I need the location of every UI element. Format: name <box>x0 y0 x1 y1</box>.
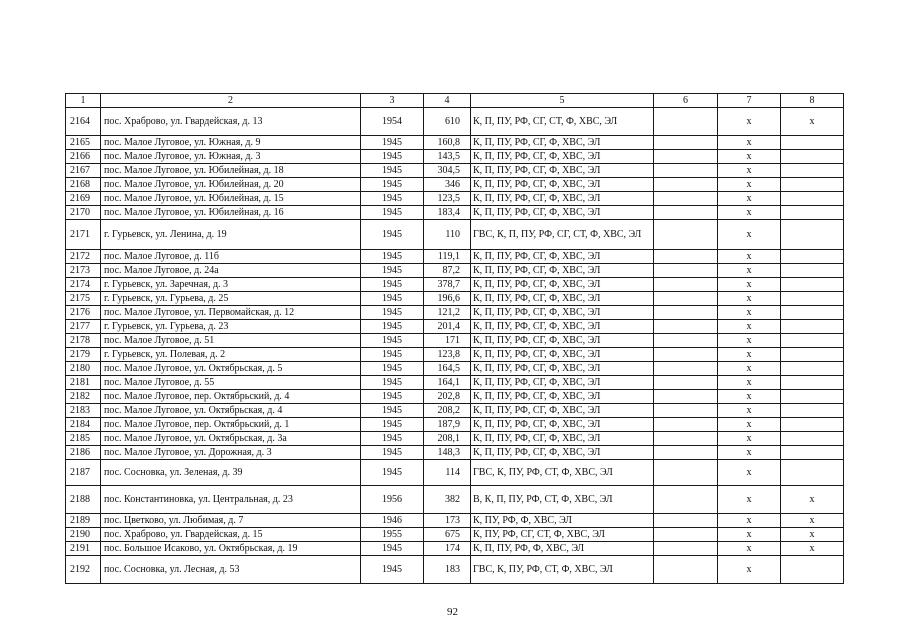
cell-year: 1945 <box>361 220 424 250</box>
cell-year: 1945 <box>361 264 424 278</box>
cell-year: 1945 <box>361 362 424 376</box>
cell-number: 2182 <box>66 390 101 404</box>
cell-col7: х <box>718 362 781 376</box>
cell-col6 <box>654 528 718 542</box>
cell-number: 2181 <box>66 376 101 390</box>
cell-col6 <box>654 390 718 404</box>
cell-area: 201,4 <box>424 320 471 334</box>
cell-col8: х <box>781 514 844 528</box>
cell-year: 1945 <box>361 178 424 192</box>
cell-address: пос. Малое Луговое, ул. Октябрьская, д. 3а <box>101 432 361 446</box>
cell-area: 208,2 <box>424 404 471 418</box>
cell-address: пос. Храброво, ул. Гвардейская, д. 13 <box>101 108 361 136</box>
cell-col8 <box>781 264 844 278</box>
cell-col7: х <box>718 432 781 446</box>
table-row <box>66 250 844 264</box>
cell-col8 <box>781 418 844 432</box>
cell-col6 <box>654 164 718 178</box>
cell-number: 2173 <box>66 264 101 278</box>
cell-number: 2188 <box>66 486 101 514</box>
cell-area: 675 <box>424 528 471 542</box>
table-row <box>66 362 844 376</box>
cell-col7: х <box>718 164 781 178</box>
cell-area: 123,5 <box>424 192 471 206</box>
cell-utilities: К, ПУ, РФ, СГ, СТ, Ф, ХВС, ЭЛ <box>471 528 654 542</box>
cell-col7: х <box>718 250 781 264</box>
cell-col8 <box>781 220 844 250</box>
cell-area: 114 <box>424 460 471 486</box>
cell-number: 2168 <box>66 178 101 192</box>
cell-year: 1945 <box>361 136 424 150</box>
cell-number: 2191 <box>66 542 101 556</box>
table-header <box>66 94 844 108</box>
cell-year: 1945 <box>361 446 424 460</box>
cell-number: 2179 <box>66 348 101 362</box>
cell-year: 1945 <box>361 404 424 418</box>
cell-number: 2185 <box>66 432 101 446</box>
cell-col8 <box>781 206 844 220</box>
cell-address: пос. Храброво, ул. Гвардейская, д. 15 <box>101 528 361 542</box>
cell-year: 1945 <box>361 206 424 220</box>
cell-col6 <box>654 136 718 150</box>
cell-address: пос. Сосновка, ул. Лесная, д. 53 <box>101 556 361 584</box>
cell-utilities: К, П, ПУ, РФ, Ф, ХВС, ЭЛ <box>471 542 654 556</box>
table-row <box>66 514 844 528</box>
cell-address: пос. Малое Луговое, ул. Юбилейная, д. 15 <box>101 192 361 206</box>
cell-col7: х <box>718 136 781 150</box>
cell-col8 <box>781 404 844 418</box>
cell-area: 202,8 <box>424 390 471 404</box>
cell-address: пос. Малое Луговое, ул. Юбилейная, д. 20 <box>101 178 361 192</box>
cell-utilities: К, П, ПУ, РФ, СГ, Ф, ХВС, ЭЛ <box>471 376 654 390</box>
cell-col7: х <box>718 390 781 404</box>
cell-utilities: К, П, ПУ, РФ, СГ, Ф, ХВС, ЭЛ <box>471 432 654 446</box>
cell-address: пос. Цветково, ул. Любимая, д. 7 <box>101 514 361 528</box>
cell-address: пос. Малое Луговое, ул. Юбилейная, д. 18 <box>101 164 361 178</box>
cell-area: 110 <box>424 220 471 250</box>
cell-address: пос. Малое Луговое, д. 24а <box>101 264 361 278</box>
cell-col6 <box>654 306 718 320</box>
table-row <box>66 460 844 486</box>
cell-number: 2186 <box>66 446 101 460</box>
header-cell-6: 6 <box>654 94 718 108</box>
cell-col8 <box>781 192 844 206</box>
cell-area: 346 <box>424 178 471 192</box>
cell-number: 2184 <box>66 418 101 432</box>
cell-col7: х <box>718 278 781 292</box>
table-row <box>66 150 844 164</box>
cell-col8 <box>781 460 844 486</box>
cell-col8 <box>781 320 844 334</box>
cell-area: 160,8 <box>424 136 471 150</box>
cell-utilities: К, П, ПУ, РФ, СГ, Ф, ХВС, ЭЛ <box>471 292 654 306</box>
cell-col6 <box>654 348 718 362</box>
cell-area: 87,2 <box>424 264 471 278</box>
header-cell-4: 4 <box>424 94 471 108</box>
cell-area: 183 <box>424 556 471 584</box>
cell-col8 <box>781 250 844 264</box>
cell-col8 <box>781 390 844 404</box>
table-body <box>66 108 844 584</box>
cell-area: 174 <box>424 542 471 556</box>
cell-number: 2166 <box>66 150 101 164</box>
cell-address: пос. Константиновка, ул. Центральная, д. 23 <box>101 486 361 514</box>
cell-col6 <box>654 220 718 250</box>
cell-utilities: В, К, П, ПУ, РФ, СТ, Ф, ХВС, ЭЛ <box>471 486 654 514</box>
cell-col7: х <box>718 418 781 432</box>
cell-area: 143,5 <box>424 150 471 164</box>
cell-address: пос. Сосновка, ул. Зеленая, д. 39 <box>101 460 361 486</box>
table-row <box>66 164 844 178</box>
cell-col8 <box>781 334 844 348</box>
cell-area: 196,6 <box>424 292 471 306</box>
cell-year: 1945 <box>361 292 424 306</box>
cell-area: 173 <box>424 514 471 528</box>
cell-address: пос. Малое Луговое, д. 11б <box>101 250 361 264</box>
cell-year: 1954 <box>361 108 424 136</box>
table-row <box>66 528 844 542</box>
cell-col8 <box>781 362 844 376</box>
cell-col8: х <box>781 108 844 136</box>
cell-address: г. Гурьевск, ул. Полевая, д. 2 <box>101 348 361 362</box>
cell-utilities: К, П, ПУ, РФ, СГ, Ф, ХВС, ЭЛ <box>471 320 654 334</box>
cell-year: 1946 <box>361 514 424 528</box>
header-cell-8: 8 <box>781 94 844 108</box>
cell-address: пос. Малое Луговое, д. 51 <box>101 334 361 348</box>
cell-address: пос. Малое Луговое, ул. Юбилейная, д. 16 <box>101 206 361 220</box>
table-row <box>66 192 844 206</box>
cell-utilities: К, П, ПУ, РФ, СГ, Ф, ХВС, ЭЛ <box>471 150 654 164</box>
cell-col7: х <box>718 460 781 486</box>
cell-year: 1945 <box>361 432 424 446</box>
cell-col7: х <box>718 528 781 542</box>
cell-area: 304,5 <box>424 164 471 178</box>
cell-year: 1945 <box>361 192 424 206</box>
cell-utilities: К, П, ПУ, РФ, СГ, Ф, ХВС, ЭЛ <box>471 418 654 432</box>
cell-col6 <box>654 556 718 584</box>
cell-col7: х <box>718 542 781 556</box>
cell-utilities: К, П, ПУ, РФ, СГ, Ф, ХВС, ЭЛ <box>471 206 654 220</box>
table-row <box>66 348 844 362</box>
cell-address: пос. Малое Луговое, ул. Октябрьская, д. 4 <box>101 404 361 418</box>
header-cell-1: 1 <box>66 94 101 108</box>
table-row <box>66 486 844 514</box>
cell-col6 <box>654 486 718 514</box>
header-cell-3: 3 <box>361 94 424 108</box>
cell-col7: х <box>718 486 781 514</box>
cell-area: 164,1 <box>424 376 471 390</box>
cell-utilities: К, П, ПУ, РФ, СГ, Ф, ХВС, ЭЛ <box>471 278 654 292</box>
cell-col6 <box>654 108 718 136</box>
cell-col7: х <box>718 292 781 306</box>
cell-col6 <box>654 278 718 292</box>
cell-address: пос. Большое Исаково, ул. Октябрьская, д. 19 <box>101 542 361 556</box>
cell-number: 2178 <box>66 334 101 348</box>
cell-col7: х <box>718 514 781 528</box>
cell-year: 1945 <box>361 278 424 292</box>
table-row <box>66 264 844 278</box>
cell-utilities: К, П, ПУ, РФ, СГ, Ф, ХВС, ЭЛ <box>471 264 654 278</box>
table-row <box>66 556 844 584</box>
cell-col6 <box>654 264 718 278</box>
table-row <box>66 432 844 446</box>
cell-number: 2192 <box>66 556 101 584</box>
cell-number: 2167 <box>66 164 101 178</box>
table-row <box>66 108 844 136</box>
cell-year: 1945 <box>361 376 424 390</box>
cell-col7: х <box>718 334 781 348</box>
cell-area: 382 <box>424 486 471 514</box>
cell-utilities: К, П, ПУ, РФ, СГ, Ф, ХВС, ЭЛ <box>471 164 654 178</box>
cell-col8 <box>781 348 844 362</box>
cell-number: 2189 <box>66 514 101 528</box>
cell-col6 <box>654 376 718 390</box>
table-row <box>66 542 844 556</box>
cell-col8 <box>781 278 844 292</box>
cell-address: пос. Малое Луговое, ул. Южная, д. 3 <box>101 150 361 164</box>
cell-utilities: К, ПУ, РФ, Ф, ХВС, ЭЛ <box>471 514 654 528</box>
cell-number: 2164 <box>66 108 101 136</box>
table-row <box>66 292 844 306</box>
cell-number: 2183 <box>66 404 101 418</box>
cell-year: 1945 <box>361 334 424 348</box>
cell-col8 <box>781 432 844 446</box>
cell-col7: х <box>718 446 781 460</box>
cell-col7: х <box>718 150 781 164</box>
cell-col6 <box>654 514 718 528</box>
cell-col8 <box>781 136 844 150</box>
cell-col6 <box>654 334 718 348</box>
cell-year: 1945 <box>361 390 424 404</box>
cell-address: пос. Малое Луговое, ул. Дорожная, д. 3 <box>101 446 361 460</box>
cell-number: 2170 <box>66 206 101 220</box>
cell-col6 <box>654 150 718 164</box>
cell-col6 <box>654 446 718 460</box>
cell-address: пос. Малое Луговое, пер. Октябрьский, д. 1 <box>101 418 361 432</box>
cell-col7: х <box>718 192 781 206</box>
cell-col8 <box>781 446 844 460</box>
cell-col6 <box>654 178 718 192</box>
cell-col7: х <box>718 178 781 192</box>
cell-area: 148,3 <box>424 446 471 460</box>
cell-number: 2187 <box>66 460 101 486</box>
cell-number: 2190 <box>66 528 101 542</box>
cell-area: 208,1 <box>424 432 471 446</box>
header-cell-2: 2 <box>101 94 361 108</box>
cell-area: 187,9 <box>424 418 471 432</box>
cell-number: 2169 <box>66 192 101 206</box>
cell-col8: х <box>781 542 844 556</box>
cell-number: 2171 <box>66 220 101 250</box>
cell-utilities: К, П, ПУ, РФ, СГ, СТ, Ф, ХВС, ЭЛ <box>471 108 654 136</box>
cell-col6 <box>654 404 718 418</box>
cell-area: 610 <box>424 108 471 136</box>
cell-year: 1945 <box>361 460 424 486</box>
cell-number: 2174 <box>66 278 101 292</box>
table-row <box>66 206 844 220</box>
cell-col8 <box>781 164 844 178</box>
cell-address: г. Гурьевск, ул. Гурьева, д. 23 <box>101 320 361 334</box>
cell-col8 <box>781 292 844 306</box>
cell-col6 <box>654 292 718 306</box>
cell-col7: х <box>718 320 781 334</box>
cell-utilities: К, П, ПУ, РФ, СГ, Ф, ХВС, ЭЛ <box>471 178 654 192</box>
table-row <box>66 334 844 348</box>
cell-area: 121,2 <box>424 306 471 320</box>
header-row <box>66 94 844 108</box>
cell-col7: х <box>718 404 781 418</box>
cell-col7: х <box>718 348 781 362</box>
cell-year: 1945 <box>361 250 424 264</box>
cell-col6 <box>654 542 718 556</box>
cell-col7: х <box>718 556 781 584</box>
cell-address: пос. Малое Луговое, д. 55 <box>101 376 361 390</box>
cell-year: 1945 <box>361 418 424 432</box>
cell-utilities: ГВС, К, П, ПУ, РФ, СГ, СТ, Ф, ХВС, ЭЛ <box>471 220 654 250</box>
cell-col8 <box>781 150 844 164</box>
cell-utilities: К, П, ПУ, РФ, СГ, Ф, ХВС, ЭЛ <box>471 362 654 376</box>
cell-col6 <box>654 192 718 206</box>
cell-col7: х <box>718 220 781 250</box>
table-row <box>66 178 844 192</box>
cell-area: 183,4 <box>424 206 471 220</box>
cell-number: 2180 <box>66 362 101 376</box>
cell-number: 2175 <box>66 292 101 306</box>
cell-col6 <box>654 206 718 220</box>
cell-col8 <box>781 556 844 584</box>
cell-area: 123,8 <box>424 348 471 362</box>
cell-address: пос. Малое Луговое, ул. Южная, д. 9 <box>101 136 361 150</box>
cell-address: г. Гурьевск, ул. Гурьева, д. 25 <box>101 292 361 306</box>
cell-area: 119,1 <box>424 250 471 264</box>
cell-area: 171 <box>424 334 471 348</box>
cell-utilities: ГВС, К, ПУ, РФ, СТ, Ф, ХВС, ЭЛ <box>471 460 654 486</box>
table-row <box>66 404 844 418</box>
cell-col6 <box>654 432 718 446</box>
table-row <box>66 320 844 334</box>
cell-utilities: К, П, ПУ, РФ, СГ, Ф, ХВС, ЭЛ <box>471 192 654 206</box>
cell-area: 378,7 <box>424 278 471 292</box>
cell-year: 1945 <box>361 320 424 334</box>
cell-col8 <box>781 306 844 320</box>
cell-address: пос. Малое Луговое, пер. Октябрьский, д. 4 <box>101 390 361 404</box>
page-number: 92 <box>447 606 458 618</box>
cell-year: 1945 <box>361 150 424 164</box>
table-row <box>66 220 844 250</box>
table-row <box>66 136 844 150</box>
cell-utilities: К, П, ПУ, РФ, СГ, Ф, ХВС, ЭЛ <box>471 390 654 404</box>
table-row <box>66 278 844 292</box>
cell-number: 2176 <box>66 306 101 320</box>
cell-col6 <box>654 250 718 264</box>
cell-number: 2177 <box>66 320 101 334</box>
cell-utilities: К, П, ПУ, РФ, СГ, Ф, ХВС, ЭЛ <box>471 446 654 460</box>
cell-col7: х <box>718 108 781 136</box>
cell-utilities: К, П, ПУ, РФ, СГ, Ф, ХВС, ЭЛ <box>471 404 654 418</box>
cell-col7: х <box>718 376 781 390</box>
cell-utilities: К, П, ПУ, РФ, СГ, Ф, ХВС, ЭЛ <box>471 136 654 150</box>
cell-year: 1956 <box>361 486 424 514</box>
cell-col6 <box>654 320 718 334</box>
header-cell-7: 7 <box>718 94 781 108</box>
table-row <box>66 446 844 460</box>
cell-year: 1955 <box>361 528 424 542</box>
header-cell-5: 5 <box>471 94 654 108</box>
cell-utilities: К, П, ПУ, РФ, СГ, Ф, ХВС, ЭЛ <box>471 334 654 348</box>
cell-col7: х <box>718 264 781 278</box>
cell-number: 2172 <box>66 250 101 264</box>
table-row <box>66 390 844 404</box>
cell-col8: х <box>781 528 844 542</box>
cell-utilities: К, П, ПУ, РФ, СГ, Ф, ХВС, ЭЛ <box>471 306 654 320</box>
table-row <box>66 418 844 432</box>
cell-year: 1945 <box>361 306 424 320</box>
cell-col6 <box>654 362 718 376</box>
cell-utilities: К, П, ПУ, РФ, СГ, Ф, ХВС, ЭЛ <box>471 250 654 264</box>
cell-col6 <box>654 460 718 486</box>
table-row <box>66 306 844 320</box>
cell-year: 1945 <box>361 556 424 584</box>
cell-col7: х <box>718 206 781 220</box>
cell-col8 <box>781 178 844 192</box>
table-row <box>66 376 844 390</box>
cell-year: 1945 <box>361 164 424 178</box>
cell-number: 2165 <box>66 136 101 150</box>
cell-col6 <box>654 418 718 432</box>
cell-address: пос. Малое Луговое, ул. Первомайская, д. 12 <box>101 306 361 320</box>
cell-address: г. Гурьевск, ул. Заречная, д. 3 <box>101 278 361 292</box>
registry-table <box>65 93 844 584</box>
cell-utilities: ГВС, К, ПУ, РФ, СТ, Ф, ХВС, ЭЛ <box>471 556 654 584</box>
cell-utilities: К, П, ПУ, РФ, СГ, Ф, ХВС, ЭЛ <box>471 348 654 362</box>
cell-year: 1945 <box>361 542 424 556</box>
cell-address: пос. Малое Луговое, ул. Октябрьская, д. 5 <box>101 362 361 376</box>
cell-col8 <box>781 376 844 390</box>
cell-col7: х <box>718 306 781 320</box>
cell-col8: х <box>781 486 844 514</box>
cell-year: 1945 <box>361 348 424 362</box>
cell-area: 164,5 <box>424 362 471 376</box>
cell-address: г. Гурьевск, ул. Ленина, д. 19 <box>101 220 361 250</box>
